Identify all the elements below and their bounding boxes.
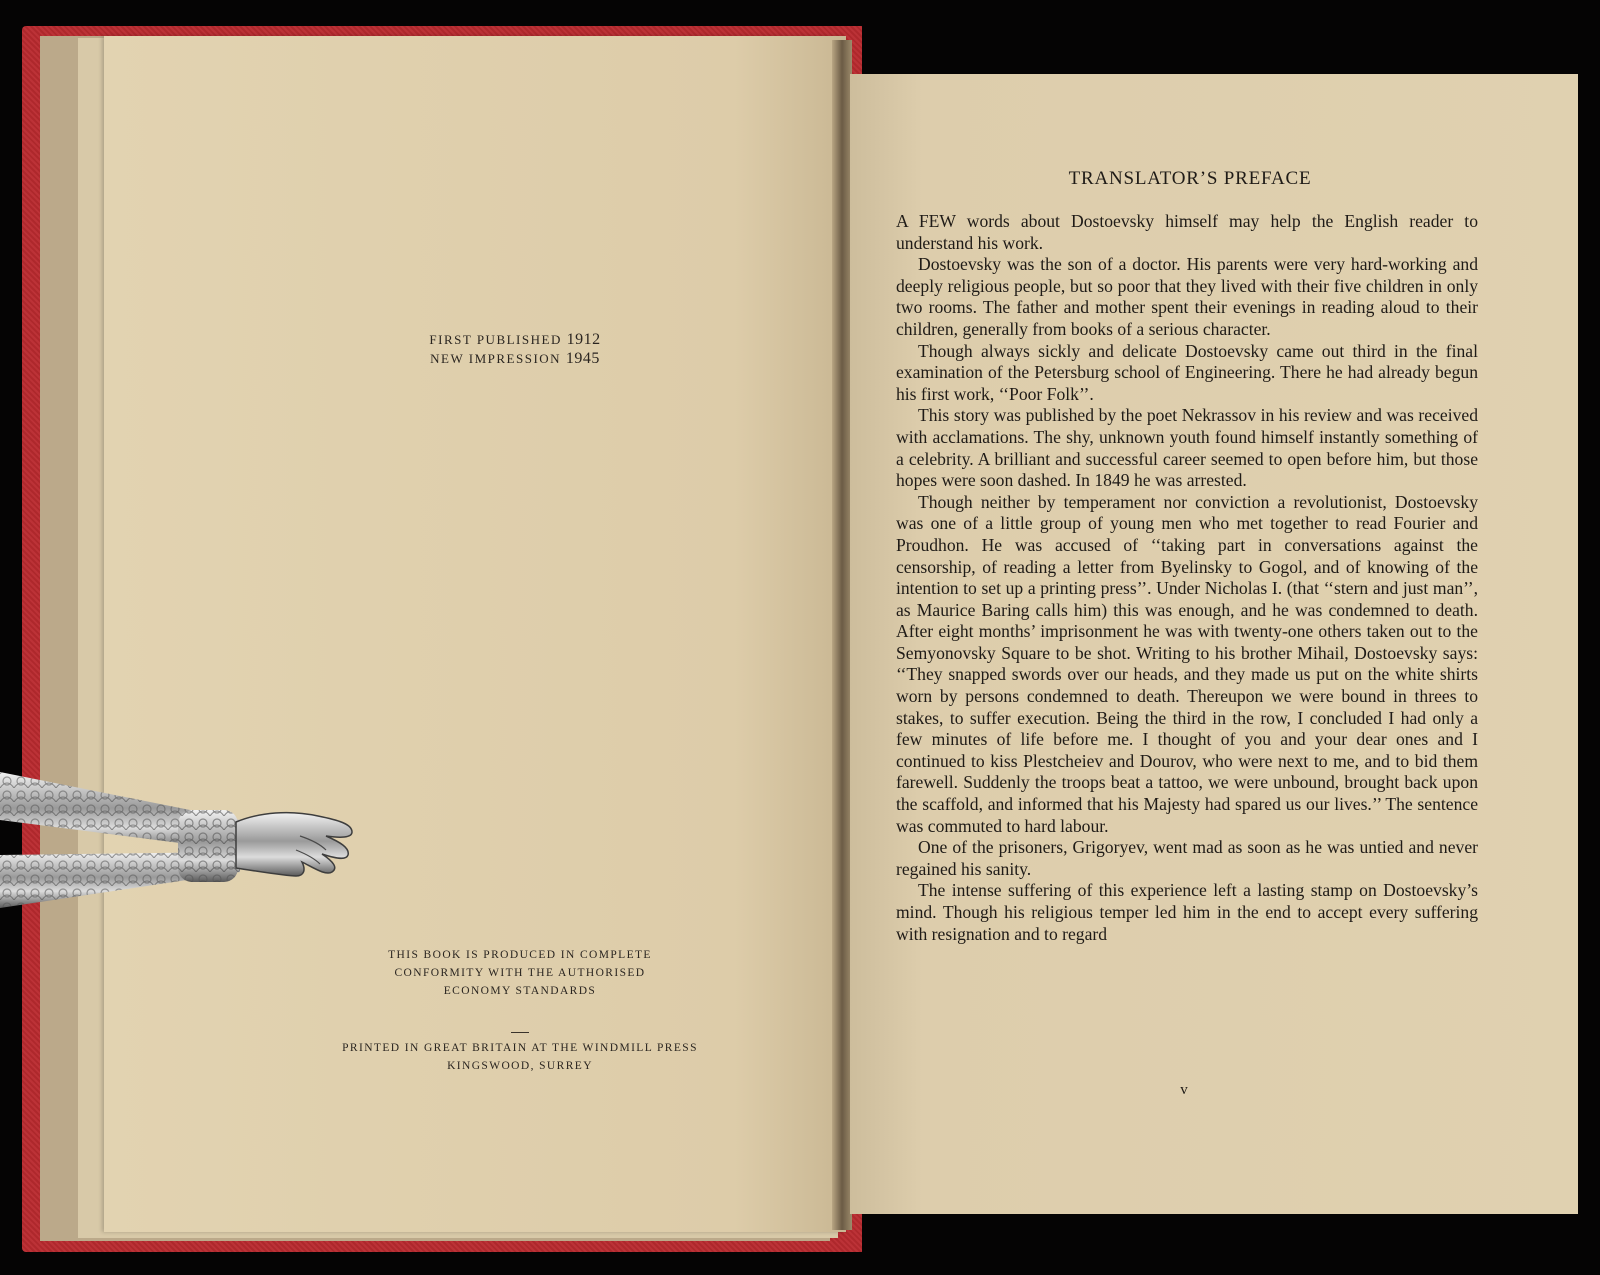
notice-line: THIS BOOK IS PRODUCED IN COMPLETE [388,949,652,961]
paragraph: This story was published by the poet Nekrassov in his review and was received with acclamations. The shy, unknown youth found himself instantly something of a celebrity. A brilliant and successful career seemed to open before him, but those hopes were soon dashed. In 1849 he was arrested. [896,405,1478,491]
paragraph: Though neither by temperament nor conviction a revolutionist, Dostoevsky was one of a little group of young men who met together to read Fourier and Proudhon. He was accused of ‘‘taking part in conversations against the censorship, of reading a letter from Byelinsky to Gogol, and of knowing of the intention to set up a printing press’’. Under Nicholas I. (that ‘‘stern and just man’’, as Maurice Baring calls him) this was enough, and he was condemned to death. After eight months’ imprisonment he was with twenty-one others taken out to the Semyonovsky Square to be shot. Writing to his brother Mihail, Dostoevsky says: ‘‘They snapped swords over our heads, and they made us put on the white shirts worn by persons condemned to death. Thereupon we were bound in threes to stakes, to suffer execution. Being the third in the row, I concluded I had only a few minutes of life before me. I thought of you and your dear ones and I continued to kiss Plestcheiev and Dourov, who were next to me, and to bid them farewell. Suddenly the troops beat a tattoo, we were unbound, brought back upon the scaffold, and informed that his Majesty had spared us our lives.’’ The sentence was commuted to hard labour. [896,491,1478,836]
printer-imprint [270,1024,770,1075]
page-title: TRANSLATOR’S PREFACE [1068,168,1312,189]
silver-hand-bookmark [0,760,360,935]
cuff [178,810,238,882]
first-published-line [380,330,650,349]
book-gutter [832,40,852,1230]
paragraph: Dostoevsky was the son of a doctor. His parents were very hard-working and deeply religious people, but so poor that they lived with their five children in only two rooms. The father and mother spent their evenings in reading aloud to their children, generally from books of a serious character. [896,254,1478,339]
page-number: v [1180,1082,1188,1098]
new-impression-label: NEW IMPRESSION [430,351,562,366]
paragraph: Though always sickly and delicate Dostoevsky came out third in the final examination of the Petersburg school of Engineering. There he had already begun his first work, ‘‘Poor Folk’’. [896,340,1478,404]
preface-text [896,211,1478,945]
hand-icon [236,813,352,876]
notice-line: CONFORMITY WITH THE AUTHORISED [394,967,646,979]
first-published-year: 1912 [566,331,601,348]
new-impression-year: 1945 [565,350,600,367]
divider [511,1032,529,1033]
paragraph: The intense suffering of this experience left a lasting stamp on Dostoevsky’s mind. Though his religious temper led him in the end to accept every suffering with resignation and to regard [896,880,1478,944]
paragraph: A FEW words about Dostoevsky himself may help the English reader to understand his work. [896,211,1478,253]
paragraph: One of the prisoners, Grigoryev, went mad as soon as he was untied and never regained his sanity. [896,837,1478,879]
economy-standards-notice [320,946,720,1000]
printer-line: PRINTED IN GREAT BRITAIN AT THE WINDMILL PRESS [342,1042,698,1054]
first-published-label: FIRST PUBLISHED [429,332,562,347]
new-impression-line [380,349,650,368]
printer-line: KINGSWOOD, SURREY [447,1060,593,1072]
publication-history [380,330,650,368]
notice-line: ECONOMY STANDARDS [443,985,597,997]
